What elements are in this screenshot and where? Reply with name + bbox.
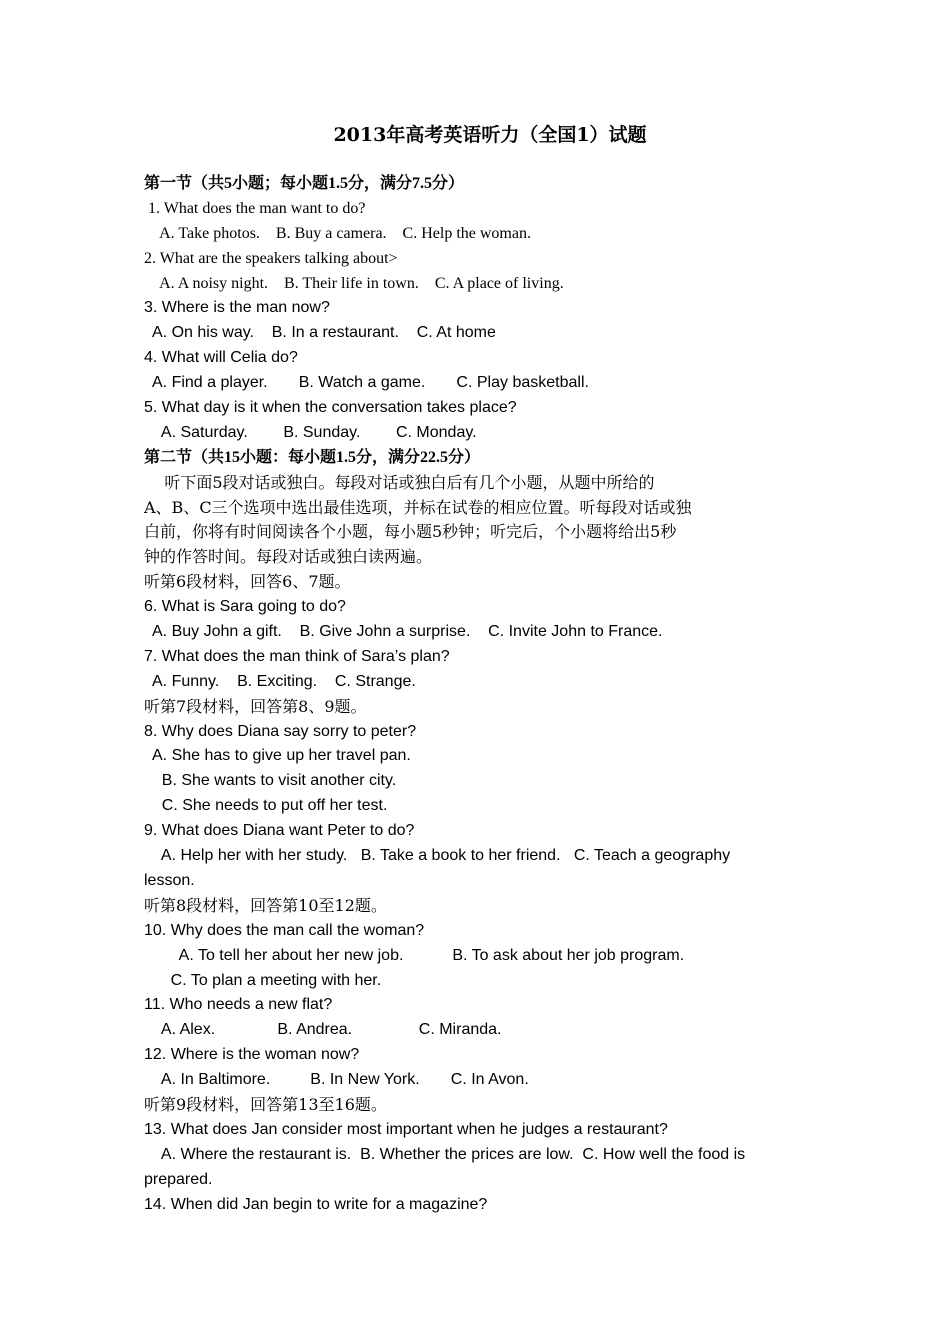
text-line: A. She has to give up her travel pan. bbox=[144, 747, 411, 765]
text-line: C. To plan a meeting with her. bbox=[144, 971, 382, 989]
text-line: A. On his way. B. In a restaurant. C. At home bbox=[144, 324, 496, 342]
document-body bbox=[144, 172, 804, 1217]
text-line: 10. Why does the man call the woman? bbox=[144, 921, 425, 939]
text-line: 7. What does the man think of Sara’s plan? bbox=[144, 647, 450, 665]
text-line: A. A noisy night. B. Their life in town. C. A place of living. bbox=[144, 274, 564, 292]
text-line: A. To tell her about her new job. B. To ask about her job program. bbox=[144, 946, 685, 964]
text-line: B. She wants to visit another city. bbox=[144, 772, 397, 790]
text-line: A. Alex. B. Andrea. C. Miranda. bbox=[144, 1021, 502, 1039]
section-heading: 第一节（共5小题；每小题1.5分，满分7.5分） bbox=[144, 175, 465, 192]
text-line: lesson. bbox=[144, 871, 195, 889]
text-line: 14. When did Jan begin to write for a magazine? bbox=[144, 1195, 488, 1213]
text-line: A、B、C三个选项中选出最佳选项，并标在试卷的相应位置。听每段对话或独 bbox=[144, 497, 692, 517]
text-line: 听第9段材料，回答第13至16题。 bbox=[144, 1094, 387, 1114]
text-line: A. Saturday. B. Sunday. C. Monday. bbox=[144, 423, 477, 441]
text-line: 1. What does the man want to do? bbox=[144, 199, 366, 217]
text-line: A. Help her with her study. B. Take a book to her friend. C. Teach a geography bbox=[144, 847, 731, 865]
text-line: C. She needs to put off her test. bbox=[144, 797, 388, 815]
text-line: 钟的作答时间。每段对话或独白读两遍。 bbox=[144, 547, 433, 567]
text-line: A. Where the restaurant is. B. Whether the prices are low. C. How well the food is bbox=[144, 1145, 746, 1163]
text-line: 9. What does Diana want Peter to do? bbox=[144, 822, 415, 840]
text-line: 8. Why does Diana say sorry to peter? bbox=[144, 722, 417, 740]
text-line: 4. What will Celia do? bbox=[144, 349, 298, 367]
text-line: 12. Where is the woman now? bbox=[144, 1046, 360, 1064]
text-line: A. In Baltimore. B. In New York. C. In Avon. bbox=[144, 1071, 529, 1089]
text-line: 5. What day is it when the conversation takes place? bbox=[144, 399, 517, 417]
text-line: 听下面5段对话或独白。每段对话或独白后有几个小题，从题中所给的 bbox=[144, 472, 655, 492]
text-line: A. Take photos. B. Buy a camera. C. Help the woman. bbox=[144, 224, 531, 242]
text-line: A. Buy John a gift. B. Give John a surprise. C. Invite John to France. bbox=[144, 623, 663, 641]
text-line: prepared. bbox=[144, 1170, 213, 1188]
text-line: 2. What are the speakers talking about> bbox=[144, 249, 398, 267]
text-line: 听第7段材料，回答第8、9题。 bbox=[144, 696, 367, 716]
text-line: 白前，你将有时间阅读各个小题，每小题5秒钟；听完后，个小题将给出5秒 bbox=[144, 522, 677, 542]
text-line: A. Find a player. B. Watch a game. C. Play basketball. bbox=[144, 374, 589, 392]
text-line: 听第8段材料，回答第10至12题。 bbox=[144, 895, 387, 915]
text-line: 6. What is Sara going to do? bbox=[144, 598, 346, 616]
section-heading: 第二节（共15小题：每小题1.5分，满分22.5分） bbox=[144, 448, 481, 466]
text-line: 3. Where is the man now? bbox=[144, 299, 330, 317]
text-line: 11. Who needs a new flat? bbox=[144, 996, 333, 1014]
text-line: A. Funny. B. Exciting. C. Strange. bbox=[144, 672, 416, 690]
text-line: 13. What does Jan consider most important when he judges a restaurant? bbox=[144, 1120, 668, 1138]
text-line: 听第6段材料，回答6、7题。 bbox=[144, 572, 351, 592]
document-title: 2013年高考英语听力（全国1）试题 bbox=[333, 124, 647, 146]
